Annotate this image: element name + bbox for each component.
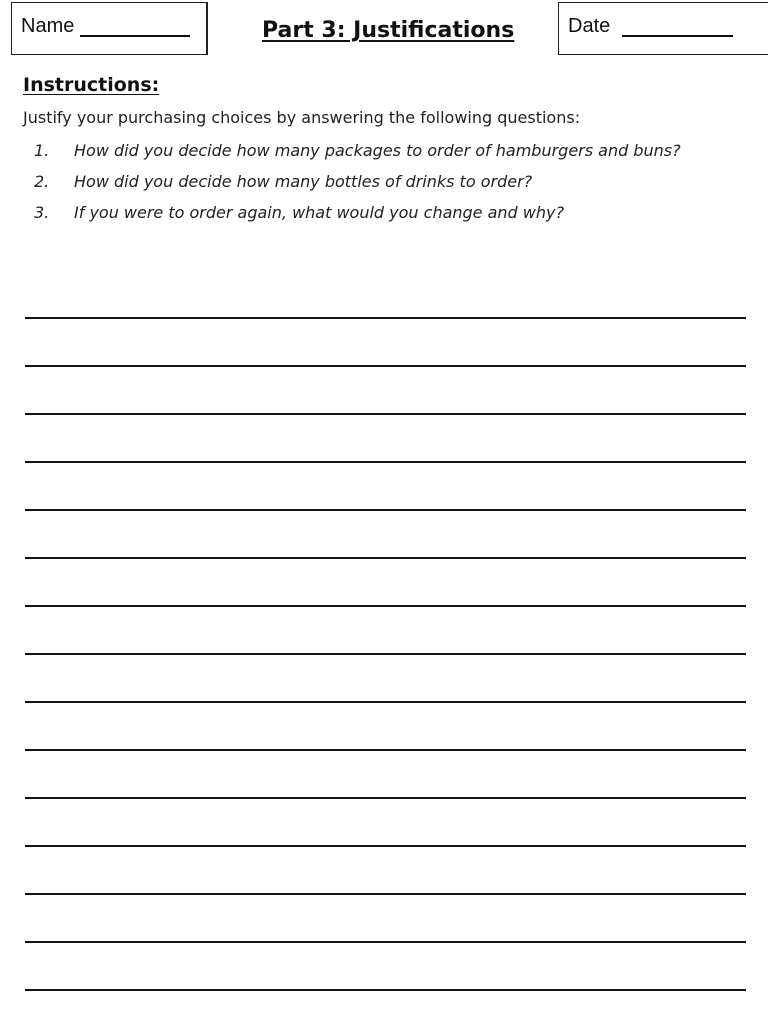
question-text: If you were to order again, what would you change and why? [74, 203, 564, 222]
answer-line[interactable] [25, 941, 746, 943]
answer-line[interactable] [25, 797, 746, 799]
answer-line[interactable] [25, 413, 746, 415]
date-field-box [558, 2, 768, 55]
question-number: 1. [34, 141, 50, 160]
question-text: How did you decide how many bottles of drinks to order? [74, 172, 533, 191]
answer-line[interactable] [25, 461, 746, 463]
question-item [0, 203, 768, 234]
instructions-heading: Instructions: [23, 74, 160, 96]
name-blank-line[interactable] [80, 35, 190, 37]
answer-line[interactable] [25, 989, 746, 991]
answer-line[interactable] [25, 317, 746, 319]
page-title: Part 3: Justifications [262, 18, 515, 43]
question-number: 3. [34, 203, 50, 222]
question-item [0, 141, 768, 172]
date-label: Date [568, 15, 611, 37]
answer-line[interactable] [25, 893, 746, 895]
answer-line[interactable] [25, 509, 746, 511]
answer-line[interactable] [25, 653, 746, 655]
question-number: 2. [34, 172, 50, 191]
question-list [0, 141, 768, 234]
instructions-intro: Justify your purchasing choices by answering the following questions: [23, 108, 581, 127]
question-item [0, 172, 768, 203]
name-field-box [11, 2, 208, 55]
date-blank-line[interactable] [622, 35, 733, 37]
answer-line[interactable] [25, 749, 746, 751]
answer-line[interactable] [25, 701, 746, 703]
name-label: Name [21, 15, 75, 37]
answer-line[interactable] [25, 365, 746, 367]
answer-line[interactable] [25, 557, 746, 559]
question-text: How did you decide how many packages to order of hamburgers and buns? [74, 141, 681, 160]
answer-line[interactable] [25, 845, 746, 847]
answer-line[interactable] [25, 605, 746, 607]
